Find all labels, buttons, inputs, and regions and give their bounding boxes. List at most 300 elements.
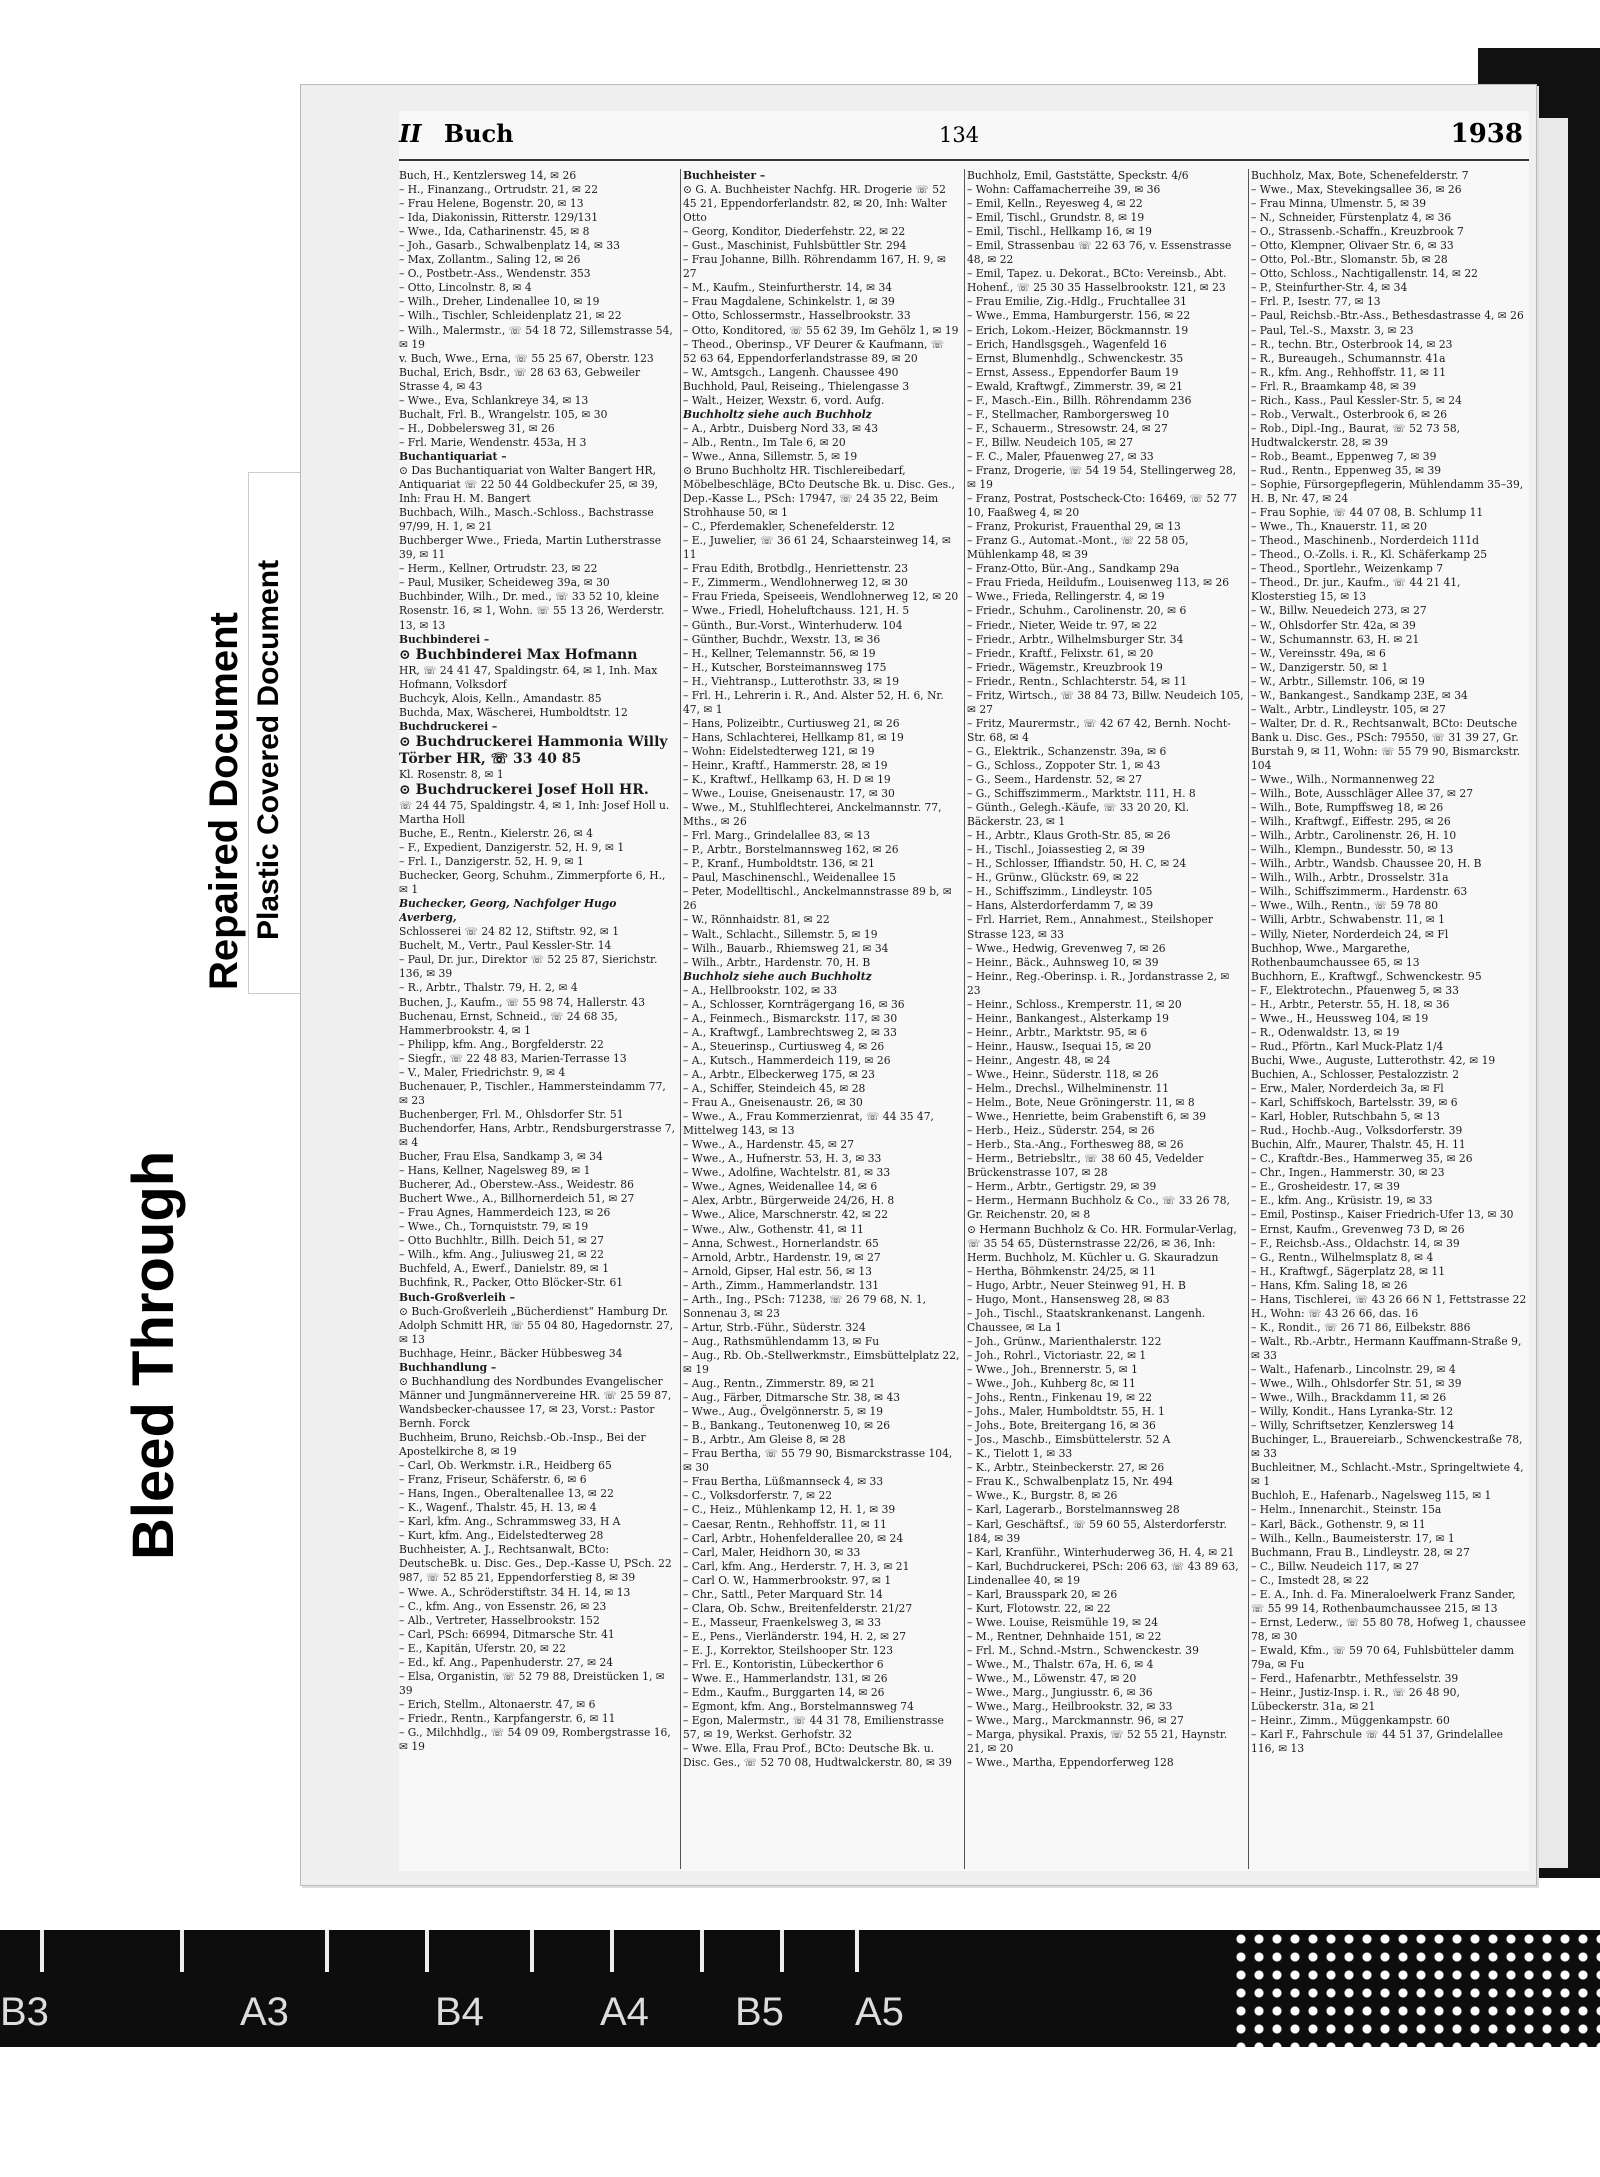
directory-entry: – Karl, Bäck., Gothenstr. 9, ✉ 11 [1251, 1517, 1426, 1531]
directory-entry: – Frau Frieda, Speiseeis, Wendlohnerweg 12, ✉ 20 [683, 590, 959, 604]
directory-entry: – Jos., Maschb., Eimsbüttelerstr. 52 A [967, 1433, 1171, 1447]
directory-entry: – Frau Emilie, Zig.-Hdlg., Fruchtallee 31 [967, 295, 1187, 309]
directory-entry: – Frl. M., Schnd.-Mstrn., Schwenckestr. 39 [967, 1643, 1199, 1657]
directory-entry: – H., Tischl., Joiassestieg 2, ✉ 39 [967, 843, 1145, 857]
directory-entry: ⊙ Das Buchantiquariat von Walter Bangert HR, Antiquariat ☏ 22 50 44 Goldbeckufer 25, ✉ 39, Inh: Frau H. M. Bangert [399, 463, 659, 506]
directory-entry: Buchbach, Wilh., Masch.-Schloss., Bachstrasse 97/99, H. 1, ✉ 21 [399, 506, 654, 534]
directory-entry: – Arnold, Arbtr., Hardenstr. 19, ✉ 27 [683, 1250, 881, 1264]
column-divider [964, 169, 965, 1869]
directory-entry: – Ernst, Assess., Eppendorfer Baum 19 [967, 365, 1179, 379]
directory-entry: – E. A., Inh. d. Fa. Mineraloelwerk Franz Sander, ☏ 55 99 14, Rothenbaumchaussee 215, ✉ 13 [1251, 1587, 1516, 1615]
directory-entry: Buchhold, Paul, Reiseing., Thielengasse 3 [683, 379, 910, 393]
directory-entry: – Wwe., Alw., Gothenstr. 41, ✉ 11 [683, 1222, 864, 1236]
directory-entry: – Otto, Klempner, Olivaer Str. 6, ✉ 33 [1251, 239, 1454, 253]
ruler-tick [855, 1930, 859, 1972]
directory-entry: – Ernst, Blumenhdlg., Schwenckestr. 35 [967, 351, 1184, 365]
directory-entry: Buchheister – [683, 169, 766, 182]
directory-entry: – R., Bureaugeh., Schumannstr. 41a [1251, 351, 1446, 365]
directory-entry: – Heinr., Arbtr., Marktstr. 95, ✉ 6 [967, 1025, 1148, 1039]
page-number: 134 [939, 123, 980, 147]
directory-entry: – F., Elektrotechn., Pfauenweg 5, ✉ 33 [1251, 983, 1459, 997]
directory-entry: – Herb., Heiz., Süderstr. 254, ✉ 26 [967, 1124, 1155, 1138]
directory-entry: – H., Kutscher, Borsteimannsweg 175 [683, 660, 887, 674]
directory-entry: – Alb., Rentn., Im Tale 6, ✉ 20 [683, 435, 846, 449]
directory-entry: – Wwe., Marg., Heilbrookstr. 32, ✉ 33 [967, 1700, 1173, 1714]
directory-entry: Buchda, Max, Wäscherei, Humboldtstr. 12 [399, 705, 628, 719]
directory-entry: – Walt., Heizer, Wexstr. 6, vord. Aufg. [683, 393, 885, 407]
directory-entry: – Ewald, Kfm., ☏ 59 70 64, Fuhlsbütteler damm 79a, ✉ Fu [1251, 1643, 1514, 1671]
directory-entry: – K., Kraftwf., Hellkamp 63, H. D ✉ 19 [683, 773, 891, 787]
directory-entry: – Franz-Otto, Bür.-Ang., Sandkamp 29a [967, 562, 1180, 576]
directory-entry: – E., Grosheidestr. 17, ✉ 39 [1251, 1180, 1400, 1194]
directory-entry: – Paul, Maschinenschl., Weidenallee 15 [683, 871, 896, 885]
directory-entry: – M., Rentner, Dehnhaide 151, ✉ 22 [967, 1629, 1162, 1643]
column-divider [680, 169, 681, 1869]
directory-entry: – Wilh., Arbtr., Wandsb. Chaussee 20, H. B [1251, 857, 1482, 871]
ruler-tick [530, 1930, 534, 1972]
directory-entry: – Frl. E., Kontoristin, Lübeckerthor 6 [683, 1657, 884, 1671]
directory-entry: – Frau Edith, Brotbdlg., Henriettenstr. 23 [683, 562, 909, 576]
directory-entry: ⊙ Buch-Großverleih „Bücherdienst“ Hamburg Dr. Adolph Schmitt HR, ☏ 55 04 80, Hagedornstr. 27, ✉ 13 [399, 1304, 674, 1346]
directory-entry: – Wwe., Wilh., Rentn., ☏ 59 78 80 [1251, 899, 1439, 913]
directory-entry: – Walt., Schlacht., Sillemstr. 5, ✉ 19 [683, 927, 878, 941]
directory-entry: – Wwe., A., Hardenstr. 45, ✉ 27 [683, 1138, 855, 1152]
directory-entry: Buchdruckerei – [399, 719, 498, 733]
directory-entry: Bucher, Frau Elsa, Sandkamp 3, ✉ 34 [399, 1150, 603, 1164]
directory-entry: – Paul, Tel.-S., Maxstr. 3, ✉ 23 [1251, 323, 1414, 337]
directory-entry: – Arth., Zimm., Hammerlandstr. 131 [683, 1278, 880, 1292]
directory-entry: – Kurt, kfm. Ang., Eidelstedterweg 28 [399, 1529, 604, 1543]
directory-entry: Buchheister, A. J., Rechtsanwalt, BCto: DeutscheBk. u. Disc. Ges., Dep.-Kasse U, PSch. 22 987, ☏ 52 85 21, Eppendorferstieg 8, ✉ 39 [399, 1543, 672, 1585]
ruler-label: B5 [735, 1990, 784, 2034]
directory-entry: – Wilh., Malermstr., ☏ 54 18 72, Sillemstrasse 54, ✉ 19 [399, 323, 673, 351]
directory-entry: – Hans, Schlachterei, Hellkamp 81, ✉ 19 [683, 730, 904, 744]
directory-entry: – Wwe., Martha, Eppendorferweg 128 [967, 1756, 1174, 1770]
directory-entry: Buchholtz siehe auch Buchholz [683, 407, 872, 421]
ruler-tick [610, 1930, 614, 1972]
directory-entry: – Carl, Ob. Werkmstr. i.R., Heidberg 65 [399, 1459, 612, 1473]
directory-entry: – Joh., Grünw., Marienthalerstr. 122 [967, 1334, 1162, 1348]
directory-entry: – Sophie, Fürsorgepflegerin, Mühlendamm 35–39, H. B, Nr. 47, ✉ 24 [1251, 478, 1524, 506]
header-left [399, 119, 514, 148]
directory-entry: – Wwe. Louise, Reismühle 19, ✉ 24 [967, 1615, 1159, 1629]
directory-entry: – Rud., Pförtn., Karl Muck-Platz 1/4 [1251, 1039, 1444, 1053]
directory-entry: – Caesar, Rentn., Rehhoffstr. 11, ✉ 11 [683, 1517, 887, 1531]
directory-entry: Buchalt, Frl. B., Wrangelstr. 105, ✉ 30 [399, 407, 608, 421]
directory-entry: – Wwe., Ch., Tornquiststr. 79, ✉ 19 [399, 1220, 589, 1234]
directory-entry: – E., Masseur, Fraenkelsweg 3, ✉ 33 [683, 1615, 882, 1629]
directory-entry: – Franz G., Automat.-Mont., ☏ 22 58 05, Mühlenkamp 48, ✉ 39 [967, 534, 1189, 562]
directory-entry: – Wwe., Hedwig, Grevenweg 7, ✉ 26 [967, 941, 1166, 955]
directory-entry: – R., kfm. Ang., Rehhoffstr. 11, ✉ 11 [1251, 365, 1446, 379]
directory-entry: – Wilh., Dreher, Lindenallee 10, ✉ 19 [399, 295, 600, 309]
directory-entry: – Theod., Oberinsp., VF Deurer & Kaufmann, ☏ 52 63 64, Eppendorferlandstrasse 89, ✉ 20 [683, 337, 945, 365]
header-rule [399, 159, 1529, 161]
directory-entry: – Paul, Dr. jur., Direktor ☏ 52 25 87, Sierichstr. 136, ✉ 39 [399, 953, 658, 981]
directory-entry: – G., Milchhdlg., ☏ 54 09 09, Rombergstrasse 16, ✉ 19 [399, 1725, 671, 1754]
directory-entry: – Johs., Bote, Breitergang 16, ✉ 36 [967, 1419, 1156, 1433]
directory-entry: – Franz, Postrat, Postscheck-Cto: 16469, ☏ 52 77 10, Faaßweg 4, ✉ 20 [967, 492, 1238, 520]
directory-entry: Buchhage, Heinr., Bäcker Hübbesweg 34 [399, 1346, 623, 1360]
directory-entry: – Heinr., Bankangest., Alsterkamp 19 [967, 1011, 1169, 1025]
directory-entry: – G., Elektrik., Schanzenstr. 39a, ✉ 6 [967, 744, 1167, 758]
directory-entry: ⊙ Buchbinderei Max Hofmann [399, 646, 638, 663]
directory-entry: – Erich, Stellm., Altonaerstr. 47, ✉ 6 [399, 1697, 596, 1711]
directory-entry: – Wwe., Alice, Marschnerstr. 42, ✉ 22 [683, 1208, 888, 1222]
directory-entry: ⊙ Buchdruckerei Josef Holl HR. [399, 781, 649, 798]
directory-entry: – Wwe., A., Hufnerstr. 53, H. 3, ✉ 33 [683, 1152, 882, 1166]
directory-entry: – Marga, physikal. Praxis, ☏ 52 55 21, Haynstr. 21, ✉ 20 [967, 1728, 1228, 1756]
directory-entry: – H., Dobbelersweg 31, ✉ 26 [399, 421, 555, 435]
directory-entry: – Hans, Polizeibtr., Curtiusweg 21, ✉ 26 [683, 716, 900, 730]
directory-entry: Buchenberger, Frl. M., Ohlsdorfer Str. 51 [399, 1107, 624, 1121]
directory-entry: – Alb., Vertreter, Hasselbrookstr. 152 [399, 1613, 600, 1627]
directory-entry: – Ewald, Kraftwgf., Zimmerstr. 39, ✉ 21 [967, 379, 1183, 393]
directory-entry: – Willy, Kondit., Hans Lyranka-Str. 12 [1251, 1405, 1454, 1419]
directory-entry: – Carl, Maler, Heidhorn 30, ✉ 33 [683, 1545, 861, 1559]
directory-entry: – Frl. Marg., Grindelallee 83, ✉ 13 [683, 829, 871, 843]
directory-entry: – Hans, Kfm. Saling 18, ✉ 26 [1251, 1278, 1408, 1292]
directory-entry: ☏ 24 44 75, Spaldingstr. 4, ✉ 1, Inh: Josef Holl u. Martha Holl [399, 798, 670, 826]
directory-entry: – Frau Johanne, Billh. Röhrendamm 167, H. 9, ✉ 27 [683, 253, 946, 281]
directory-entry: – R., techn. Btr., Osterbrook 14, ✉ 23 [1251, 337, 1453, 351]
directory-entry: – Heinr., Zimm., Müggenkampstr. 60 [1251, 1714, 1450, 1728]
directory-entry: – Willy, Nieter, Norderdeich 24, ✉ Fl [1251, 927, 1449, 941]
directory-entry: – Frl. Harriet, Rem., Annahmest., Steilshoper Strasse 123, ✉ 33 [967, 913, 1213, 941]
directory-entry: Buchen, J., Kaufm., ☏ 55 98 74, Hallerstr. 43 [399, 995, 645, 1009]
directory-entry: – Alex, Arbtr., Bürgerweide 24/26, H. 8 [683, 1194, 895, 1208]
directory-entry: Buche, E., Rentn., Kielerstr. 26, ✉ 4 [399, 826, 593, 840]
directory-entry: – Frau Minna, Ulmenstr. 5, ✉ 39 [1251, 197, 1427, 211]
directory-entry: – Franz, Friseur, Schäferstr. 6, ✉ 6 [399, 1473, 587, 1487]
directory-entry: – Georg, Konditor, Diederfehstr. 22, ✉ 22 [683, 225, 906, 239]
directory-entry: – Siegfr., ☏ 22 48 83, Marien-Terrasse 13 [399, 1051, 627, 1065]
directory-entry: – Wwe., Max, Stevekingsallee 36, ✉ 26 [1251, 183, 1462, 197]
directory-entry: – F., Masch.-Ein., Billh. Röhrendamm 236 [967, 393, 1192, 407]
directory-entry: – Hugo, Arbtr., Neuer Steinweg 91, H. B [967, 1278, 1186, 1292]
directory-entry: – A., Hellbrookstr. 102, ✉ 33 [683, 983, 838, 997]
directory-entry: – Friedr., Kraftf., Felixstr. 61, ✉ 20 [967, 646, 1154, 660]
directory-entry: – Heinr., Kraftf., Hammerstr. 28, ✉ 19 [683, 758, 888, 772]
column-3 [967, 169, 1245, 1869]
directory-entry: Buchhop, Wwe., Margarethe, Rothenbaumchaussee 65, ✉ 13 [1251, 941, 1420, 969]
directory-entry: – Max, Zollantm., Saling 12, ✉ 26 [399, 253, 581, 267]
directory-entry: – Ida, Diakonissin, Ritterstr. 129/131 [399, 211, 599, 225]
directory-entry: – Frl. P., Isestr. 77, ✉ 13 [1251, 295, 1381, 309]
column-4 [1251, 169, 1529, 1869]
directory-entry: – Aug., Rathsmühlendamm 13, ✉ Fu [683, 1334, 880, 1348]
directory-entry: – Franz, Prokurist, Frauenthal 29, ✉ 13 [967, 520, 1181, 534]
directory-entry: – Karl, Geschäftsf., ☏ 59 60 55, Alsterdorferstr. 184, ✉ 39 [967, 1517, 1227, 1545]
directory-entry: – Hans, Tischlerei, ☏ 43 26 66 N 1, Fettstrasse 22 H., Wohn: ☏ 43 26 66, das. 16 [1251, 1292, 1527, 1320]
directory-entry: – Helm., Innenarchit., Steinstr. 15a [1251, 1503, 1442, 1517]
directory-entry: – Walt., Arbtr., Lindleystr. 105, ✉ 27 [1251, 702, 1446, 716]
directory-entry: – Wwe., Henriette, beim Grabenstift 6, ✉ 39 [967, 1110, 1207, 1124]
directory-entry: – Herm., Arbtr., Gertigstr. 29, ✉ 39 [967, 1180, 1157, 1194]
directory-entry: – Paul, Reichsb.-Btr.-Ass., Bethesdastrasse 4, ✉ 26 [1251, 309, 1524, 323]
directory-entry: – Frau Magdalene, Schinkelstr. 1, ✉ 39 [683, 295, 895, 309]
directory-entry: – F. C., Maler, Pfauenweg 27, ✉ 33 [967, 449, 1154, 463]
directory-entry: Buchantiquariat – [399, 449, 507, 463]
directory-entry: – Fritz, Maurermstr., ☏ 42 67 42, Bernh. Nocht-Str. 68, ✉ 4 [967, 716, 1231, 744]
directory-entry: – H., Finanzang., Ortrudstr. 21, ✉ 22 [399, 183, 598, 197]
directory-entry: – Kurt, Flotowstr. 22, ✉ 22 [967, 1601, 1111, 1615]
directory-entry: Bucherer, Ad., Oberstew.-Ass., Weidestr. 86 [399, 1178, 634, 1192]
directory-entry: – P., Kranf., Humboldtstr. 136, ✉ 21 [683, 857, 875, 871]
directory-entry: – P., Steinfurther-Str. 4, ✉ 34 [1251, 281, 1408, 295]
directory-entry: – Karl, Schiffskoch, Bartelsstr. 39, ✉ 6 [1251, 1096, 1458, 1110]
directory-entry: – H., Viehtransp., Lutterothstr. 33, ✉ 19 [683, 674, 900, 688]
directory-entry: Buchi, Wwe., Auguste, Lutterothstr. 42, ✉ 19 [1251, 1053, 1496, 1067]
ruler-label: B3 [0, 1990, 49, 2034]
column-2 [683, 169, 961, 1869]
directory-entry: – Emil, Strassenbau ☏ 22 63 76, v. Essenstrasse 48, ✉ 22 [967, 239, 1232, 267]
directory-entry: – F., Zimmerm., Wendlohnerweg 12, ✉ 30 [683, 576, 908, 590]
directory-entry: – C., Heiz., Mühlenkamp 12, H. 1, ✉ 39 [683, 1503, 896, 1517]
directory-entry: – Wwe., Agnes, Weidenallee 14, ✉ 6 [683, 1180, 878, 1194]
directory-entry: Buchbinder, Wilh., Dr. med., ☏ 33 52 10, kleine Rosenstr. 16, ✉ 1, Wohn. ☏ 55 13 26, Werderstr. 13, ✉ 13 [399, 590, 665, 632]
directory-entry: – Friedr., Rentn., Karpfangerstr. 6, ✉ 11 [399, 1711, 616, 1725]
ruler-label: A5 [855, 1990, 904, 2034]
volume-label: II [399, 119, 422, 148]
directory-entry: – Frau A., Gneisenaustr. 26, ✉ 30 [683, 1096, 863, 1110]
directory-entry: – Rob., Beamt., Eppenweg 7, ✉ 39 [1251, 449, 1437, 463]
directory-entry: – Wwe., K., Burgstr. 8, ✉ 26 [967, 1489, 1118, 1503]
directory-entry: – Rud., Hochb.-Aug., Volksdorferstr. 39 [1251, 1124, 1463, 1138]
directory-entry: – Johs., Rentn., Finkenau 19, ✉ 22 [967, 1391, 1153, 1405]
ruler-tick [325, 1930, 329, 1972]
directory-entry: – W., Ohlsdorfer Str. 42a, ✉ 39 [1251, 618, 1416, 632]
directory-entry: Buchert Wwe., A., Billhornerdeich 51, ✉ 27 [399, 1192, 635, 1206]
directory-entry: – Wwe., Eva, Schlankreye 34, ✉ 13 [399, 393, 589, 407]
directory-entry: – Joh., Rohrl., Victoriastr. 22, ✉ 1 [967, 1348, 1147, 1362]
directory-entry: – R., Odenwaldstr. 13, ✉ 19 [1251, 1025, 1400, 1039]
scale-ruler [0, 1930, 1600, 2047]
directory-entry: – K., Arbtr., Steinbeckerstr. 27, ✉ 26 [967, 1461, 1165, 1475]
directory-entry: – H., Arbtr., Peterstr. 55, H. 18, ✉ 36 [1251, 997, 1450, 1011]
directory-entry: – Frl. Marie, Wendenstr. 453a, H 3 [399, 435, 587, 449]
directory-entry: – Theod., Maschinenb., Norderdeich 111d [1251, 534, 1480, 548]
directory-entry: – Arth., Ing., PSch: 71238, ☏ 26 79 68, N. 1, Sonnenau 3, ✉ 23 [683, 1292, 927, 1320]
directory-entry: – A., Steuerinsp., Curtiusweg 4, ✉ 26 [683, 1039, 885, 1053]
directory-entry: – Günther, Buchdr., Wexstr. 13, ✉ 36 [683, 632, 881, 646]
directory-entry: – Wilh., Schiffszimmerm., Hardenstr. 63 [1251, 885, 1468, 899]
registration-dot-pattern [1232, 1930, 1600, 2047]
directory-entry: – Otto, Schloss., Nachtigallenstr. 14, ✉ 22 [1251, 267, 1478, 281]
directory-entry: – C., Billw. Neudeich 117, ✉ 27 [1251, 1559, 1420, 1573]
directory-entry: – Wwe., Frieda, Rellingerstr. 4, ✉ 19 [967, 590, 1165, 604]
directory-entry: – Emil, Tischl., Hellkamp 16, ✉ 19 [967, 225, 1152, 239]
directory-entry: – W., Bankangest., Sandkamp 23E, ✉ 34 [1251, 688, 1468, 702]
directory-entry: – A., Arbtr., Duisberg Nord 33, ✉ 43 [683, 421, 879, 435]
directory-entry: – Karl, Buchdruckerei, PSch: 206 63, ☏ 43 89 63, Lindenallee 40, ✉ 19 [967, 1559, 1239, 1587]
directory-entry: – W., Rönnhaidstr. 81, ✉ 22 [683, 913, 830, 927]
directory-entry: – F., Expedient, Danzigerstr. 52, H. 9, ✉ 1 [399, 841, 625, 855]
directory-entry: – Wwe., Louise, Gneisenaustr. 17, ✉ 30 [683, 787, 895, 801]
page-content [399, 111, 1529, 1871]
directory-entry: – Günth., Bur.-Vorst., Winterhuderw. 104 [683, 618, 903, 632]
directory-entry: – Elsa, Organistin, ☏ 52 79 88, Dreistücken 1, ✉ 39 [399, 1669, 665, 1697]
directory-page [300, 84, 1537, 1886]
directory-entry: – H., Schlosser, Iffiandstr. 50, H. C, ✉ 24 [967, 857, 1187, 871]
directory-entry: – Frau Sophie, ☏ 44 07 08, B. Schlump 11 [1251, 506, 1484, 520]
directory-entry: – Chr., Sattl., Peter Marquard Str. 14 [683, 1587, 883, 1601]
directory-entry: – Wwe. Ella, Frau Prof., BCto: Deutsche Bk. u. Disc. Ges., ☏ 52 70 08, Hudtwalckerstr. 80, ✉ 39 [683, 1742, 952, 1770]
directory-entry: – Wwe., A., Frau Kommerzienrat, ☏ 44 35 47, Mittelweg 143, ✉ 13 [683, 1110, 934, 1138]
directory-entry: – Helm., Drechsl., Wilhelminenstr. 11 [967, 1082, 1170, 1096]
directory-entry: – E. J., Korrektor, Steilshooper Str. 123 [683, 1643, 894, 1657]
ruler-tick [700, 1930, 704, 1972]
directory-entry: – Aug., Färber, Ditmarsche Str. 38, ✉ 43 [683, 1391, 901, 1405]
directory-entry: – P., Arbtr., Borstelmannsweg 162, ✉ 26 [683, 843, 899, 857]
directory-entry: – Karl, Lagerarb., Borstelmannsweg 28 [967, 1503, 1180, 1517]
directory-entry: – Frau Bertha, ☏ 55 79 90, Bismarckstrasse 104, ✉ 30 [683, 1447, 953, 1475]
directory-entry: – Rob., Dipl.-Ing., Baurat, ☏ 52 73 58, Hudtwalckerstr. 28, ✉ 39 [1251, 421, 1461, 449]
directory-entry: – Wilh., Bauarb., Rhiemsweg 21, ✉ 34 [683, 941, 889, 955]
directory-entry: – Artur, Strb.-Führ., Süderstr. 324 [683, 1320, 866, 1334]
directory-entry: – Wwe., Adolfine, Wachtelstr. 81, ✉ 33 [683, 1166, 891, 1180]
directory-entry: ⊙ Bruno Buchholtz HR. Tischlereibedarf, Möbelbeschläge, BCto Deutsche Bk. u. Disc. Ges., Dep.-Kasse L., PSch: 17947, ☏ 24 35 22, Beim Strohhause 50, ✉ 1 [683, 463, 955, 520]
directory-entry: – Wohn: Eidelstedterweg 121, ✉ 19 [683, 744, 875, 758]
directory-entry: Buchendorfer, Hans, Arbtr., Rendsburgerstrasse 7, ✉ 4 [399, 1121, 675, 1149]
directory-entry: – Wwe. E., Hammerlandstr. 131, ✉ 26 [683, 1672, 888, 1686]
directory-entry: – Emil, Postinsp., Kaiser Friedrich-Ufer 13, ✉ 30 [1251, 1208, 1514, 1222]
directory-entry: – Wwe., Th., Knauerstr. 11, ✉ 20 [1251, 520, 1428, 534]
directory-entry: – Erich, Handlsgsgeh., Wagenfeld 16 [967, 337, 1167, 351]
directory-entry: – O., Postbetr.-Ass., Wendenstr. 353 [399, 267, 591, 281]
directory-entry: – Egon, Malermstr., ☏ 44 31 78, Emilienstrasse 57, ✉ 19, Werkst. Gerhofstr. 32 [683, 1714, 944, 1742]
directory-entry: – Friedr., Wägemstr., Kreuzbrook 19 [967, 660, 1163, 674]
directory-entry: – W., Danzigerstr. 50, ✉ 1 [1251, 660, 1389, 674]
directory-entry: – Egmont, kfm. Ang., Borstelmannsweg 74 [683, 1700, 914, 1714]
directory-entry: – Carl, kfm. Ang., Herderstr. 7, H. 3, ✉ 21 [683, 1559, 910, 1573]
directory-entry: – Frau K., Schwalbenplatz 15, Nr. 494 [967, 1475, 1174, 1489]
directory-entry: – Herm., Hermann Buchholz & Co., ☏ 33 26 78, Gr. Reichenstr. 20, ✉ 8 [967, 1194, 1230, 1222]
directory-entry: – Wwe., H., Heussweg 104, ✉ 19 [1251, 1011, 1429, 1025]
directory-entry: – Friedr., Schuhm., Carolinenstr. 20, ✉ 6 [967, 604, 1187, 618]
directory-entry: – Herm., Kellner, Ortrudstr. 23, ✉ 22 [399, 562, 598, 576]
directory-entry: – F., Schauerm., Stresowstr. 24, ✉ 27 [967, 421, 1168, 435]
year-label: 1938 [1450, 119, 1523, 149]
directory-entry: – Rob., Verwalt., Osterbrook 6, ✉ 26 [1251, 407, 1448, 421]
ruler-label: B4 [435, 1990, 484, 2034]
directory-entry: Buchenau, Ernst, Schneid., ☏ 24 68 35, Hammerbrookstr. 4, ✉ 1 [399, 1009, 618, 1037]
directory-entry: – Wwe., Wilh., Normannenweg 22 [1251, 773, 1435, 787]
directory-entry: – Joh., Tischl., Staatskrankenanst. Langenh. Chaussee, ✉ La 1 [967, 1306, 1206, 1334]
directory-entry: – Wilh., Klempn., Bundesstr. 50, ✉ 13 [1251, 843, 1454, 857]
directory-entry: – Erich, Lokom.-Heizer, Böckmannstr. 19 [967, 323, 1189, 337]
directory-entry: – Walt., Rb.-Arbtr., Hermann Kauffmann-Straße 9, ✉ 33 [1251, 1334, 1522, 1362]
directory-entry: – Theod., O.-Zolls. i. R., Kl. Schäferkamp 25 [1251, 548, 1488, 562]
directory-entry: – Chr., Ingen., Hammerstr. 30, ✉ 23 [1251, 1166, 1445, 1180]
directory-entry: – Ernst, Kaufm., Grevenweg 73 D, ✉ 26 [1251, 1222, 1465, 1236]
directory-entry: – Willy, Schriftsetzer, Kenzlersweg 14 [1251, 1419, 1455, 1433]
directory-entry: Buchal, Erich, Bsdr., ☏ 28 63 63, Gebweiler Strasse 4, ✉ 43 [399, 365, 641, 393]
directory-entry: – E., Pens., Vierländerstr. 194, H. 2, ✉ 27 [683, 1629, 907, 1643]
directory-entry: – Otto, Schlossermstr., Hasselbrookstr. 33 [683, 309, 911, 323]
directory-entry: – Frl. I., Danzigerstr. 52, H. 9, ✉ 1 [399, 855, 584, 869]
directory-entry: – Friedr., Nieter, Weide tr. 97, ✉ 22 [967, 618, 1158, 632]
directory-entry: Buch-Großverleih – [399, 1290, 515, 1304]
directory-entry: – Ferd., Hafenarbtr., Methfesselstr. 39 [1251, 1672, 1459, 1686]
directory-entry: – Wwe., Joh., Brennerstr. 5, ✉ 1 [967, 1362, 1138, 1376]
directory-entry: – H., Schiffszimm., Lindleystr. 105 [967, 885, 1153, 899]
directory-entry: – Hertha, Böhmkenstr. 24/25, ✉ 11 [967, 1264, 1156, 1278]
directory-entry: – F., Stellmacher, Ramborgersweg 10 [967, 407, 1170, 421]
directory-entry: – Karl, Hobler, Rutschbahn 5, ✉ 13 [1251, 1110, 1440, 1124]
directory-entry: – K., Rondit., ☏ 26 71 86, Eilbekstr. 886 [1251, 1320, 1471, 1334]
directory-entry: Buchecker, Georg, Nachfolger Hugo Averberg, [399, 897, 617, 925]
directory-entry: – W., Billw. Neuedeich 273, ✉ 27 [1251, 604, 1427, 618]
directory-entry: – Erw., Maler, Norderdeich 3a, ✉ Fl [1251, 1082, 1444, 1096]
directory-entry: – Hans, Alsterdorferdamm 7, ✉ 39 [967, 899, 1154, 913]
directory-entry: – Paul, Musiker, Scheideweg 39a, ✉ 30 [399, 576, 610, 590]
directory-entry: Buchholz, Max, Bote, Schenefelderstr. 7 [1251, 169, 1469, 182]
directory-entry: – G., Seem., Hardenstr. 52, ✉ 27 [967, 773, 1143, 787]
plastic-covered-label: Plastic Covered Document [252, 559, 285, 940]
directory-entry: Buchenauer, P., Tischler., Hammersteindamm 77, ✉ 23 [399, 1079, 666, 1107]
directory-entry: – Wilh., Bote, Rumpffsweg 18, ✉ 26 [1251, 801, 1444, 815]
directory-entry: – M., Kaufm., Steinfurtherstr. 14, ✉ 34 [683, 281, 893, 295]
directory-entry: – Frl. R., Braamkamp 48, ✉ 39 [1251, 379, 1417, 393]
directory-entry: – F., Reichsb.-Ass., Oldachstr. 14, ✉ 39 [1251, 1236, 1460, 1250]
directory-entry: – F., Billw. Neudeich 105, ✉ 27 [967, 435, 1134, 449]
directory-entry: – Wwe., M., Löwenstr. 47, ✉ 20 [967, 1672, 1137, 1686]
directory-entry: – Emil, Tischl., Grundstr. 8, ✉ 19 [967, 211, 1145, 225]
directory-entry: – Peter, Modelltischl., Anckelmannstrasse 89 b, ✉ 26 [683, 885, 952, 913]
directory-entry: Buchhorn, E., Kraftwgf., Schwenckestr. 95 [1251, 969, 1482, 983]
directory-entry: – Frau Bertha, Lüßmannseck 4, ✉ 33 [683, 1475, 884, 1489]
directory-entry: – Philipp, kfm. Ang., Borgfelderstr. 22 [399, 1037, 604, 1051]
directory-entry: – K., Wagenf., Thalstr. 45, H. 13, ✉ 4 [399, 1501, 597, 1515]
directory-entry: – C., Volksdorferstr. 7, ✉ 22 [683, 1489, 833, 1503]
directory-entry: – Wwe., Joh., Kuhberg 8c, ✉ 11 [967, 1377, 1136, 1391]
directory-entry: – H., Kellner, Telemannstr. 56, ✉ 19 [683, 646, 876, 660]
directory-entry: – O., Strassenb.-Schaffn., Kreuzbrook 7 [1251, 225, 1464, 239]
directory-entry: – A., Kutsch., Hammerdeich 119, ✉ 26 [683, 1053, 891, 1067]
directory-entry: – Arnold, Gipser, Hal estr. 56, ✉ 13 [683, 1264, 872, 1278]
page-header [399, 111, 1529, 159]
directory-entry: – Franz, Drogerie, ☏ 54 19 54, Stellingerweg 28, ✉ 19 [967, 463, 1237, 492]
directory-entry: Buchhandlung – [399, 1360, 497, 1374]
directory-entry: Buchholz siehe auch Buchholtz [683, 969, 872, 983]
directory-entry: – Wilh., Arbtr., Carolinenstr. 26, H. 10 [1251, 829, 1457, 843]
directory-entry: – A., Feinmech., Bismarckstr. 117, ✉ 30 [683, 1011, 898, 1025]
directory-entry: Buchfeld, A., Ewerf., Danielstr. 89, ✉ 1 [399, 1262, 610, 1276]
directory-entry: – H., Grünw., Glückstr. 69, ✉ 22 [967, 871, 1139, 885]
directory-entry: Buchinger, L., Brauereiarb., Schwenckestraße 78, ✉ 33 [1251, 1433, 1523, 1461]
directory-entry: – Wwe., Emma, Hamburgerstr. 156, ✉ 22 [967, 309, 1191, 323]
directory-entry: – V., Maler, Friedrichstr. 9, ✉ 4 [399, 1065, 566, 1079]
directory-entry: – Wilh., Kelln., Baumeisterstr. 17, ✉ 1 [1251, 1531, 1455, 1545]
directory-entry: – Frl. H., Lehrerin i. R., And. Alster 52, H. 6, Nr. 47, ✉ 1 [683, 688, 944, 716]
directory-entry: – Hans, Ingen., Oberaltenallee 13, ✉ 22 [399, 1487, 614, 1501]
directory-entry: Buchloh, E., Hafenarb., Nagelsweg 115, ✉ 1 [1251, 1489, 1492, 1503]
directory-entry: Kl. Rosenstr. 8, ✉ 1 [399, 767, 504, 781]
directory-entry: – B., Bankang., Teutonenweg 10, ✉ 26 [683, 1419, 891, 1433]
directory-entry: Buchholz, Emil, Gaststätte, Speckstr. 4/6 [967, 169, 1189, 182]
directory-entry: – Wwe., Ida, Catharinenstr. 45, ✉ 8 [399, 225, 590, 239]
directory-entry: – Wwe. A., Schröderstiftstr. 34 H. 14, ✉ 13 [399, 1585, 631, 1599]
directory-entry: HR, ☏ 24 41 47, Spaldingstr. 64, ✉ 1, Inh. Max Hofmann, Volksdorf [399, 663, 658, 691]
directory-entry: – Karl, Brausspark 20, ✉ 26 [967, 1587, 1118, 1601]
directory-entry: v. Buch, Wwe., Erna, ☏ 55 25 67, Oberstr. 123 [399, 351, 654, 365]
directory-entry: – C., Imstedt 28, ✉ 22 [1251, 1573, 1370, 1587]
directory-entry: – Wilh., Tischler, Schleidenplatz 21, ✉ 22 [399, 309, 622, 323]
directory-entry: – G., Schiffszimmerm., Marktstr. 111, H. 8 [967, 787, 1196, 801]
directory-entry: – Anna, Schwest., Hornerlandstr. 65 [683, 1236, 879, 1250]
directory-entry: – Wilh., Kraftwgf., Eiffestr. 295, ✉ 26 [1251, 815, 1451, 829]
